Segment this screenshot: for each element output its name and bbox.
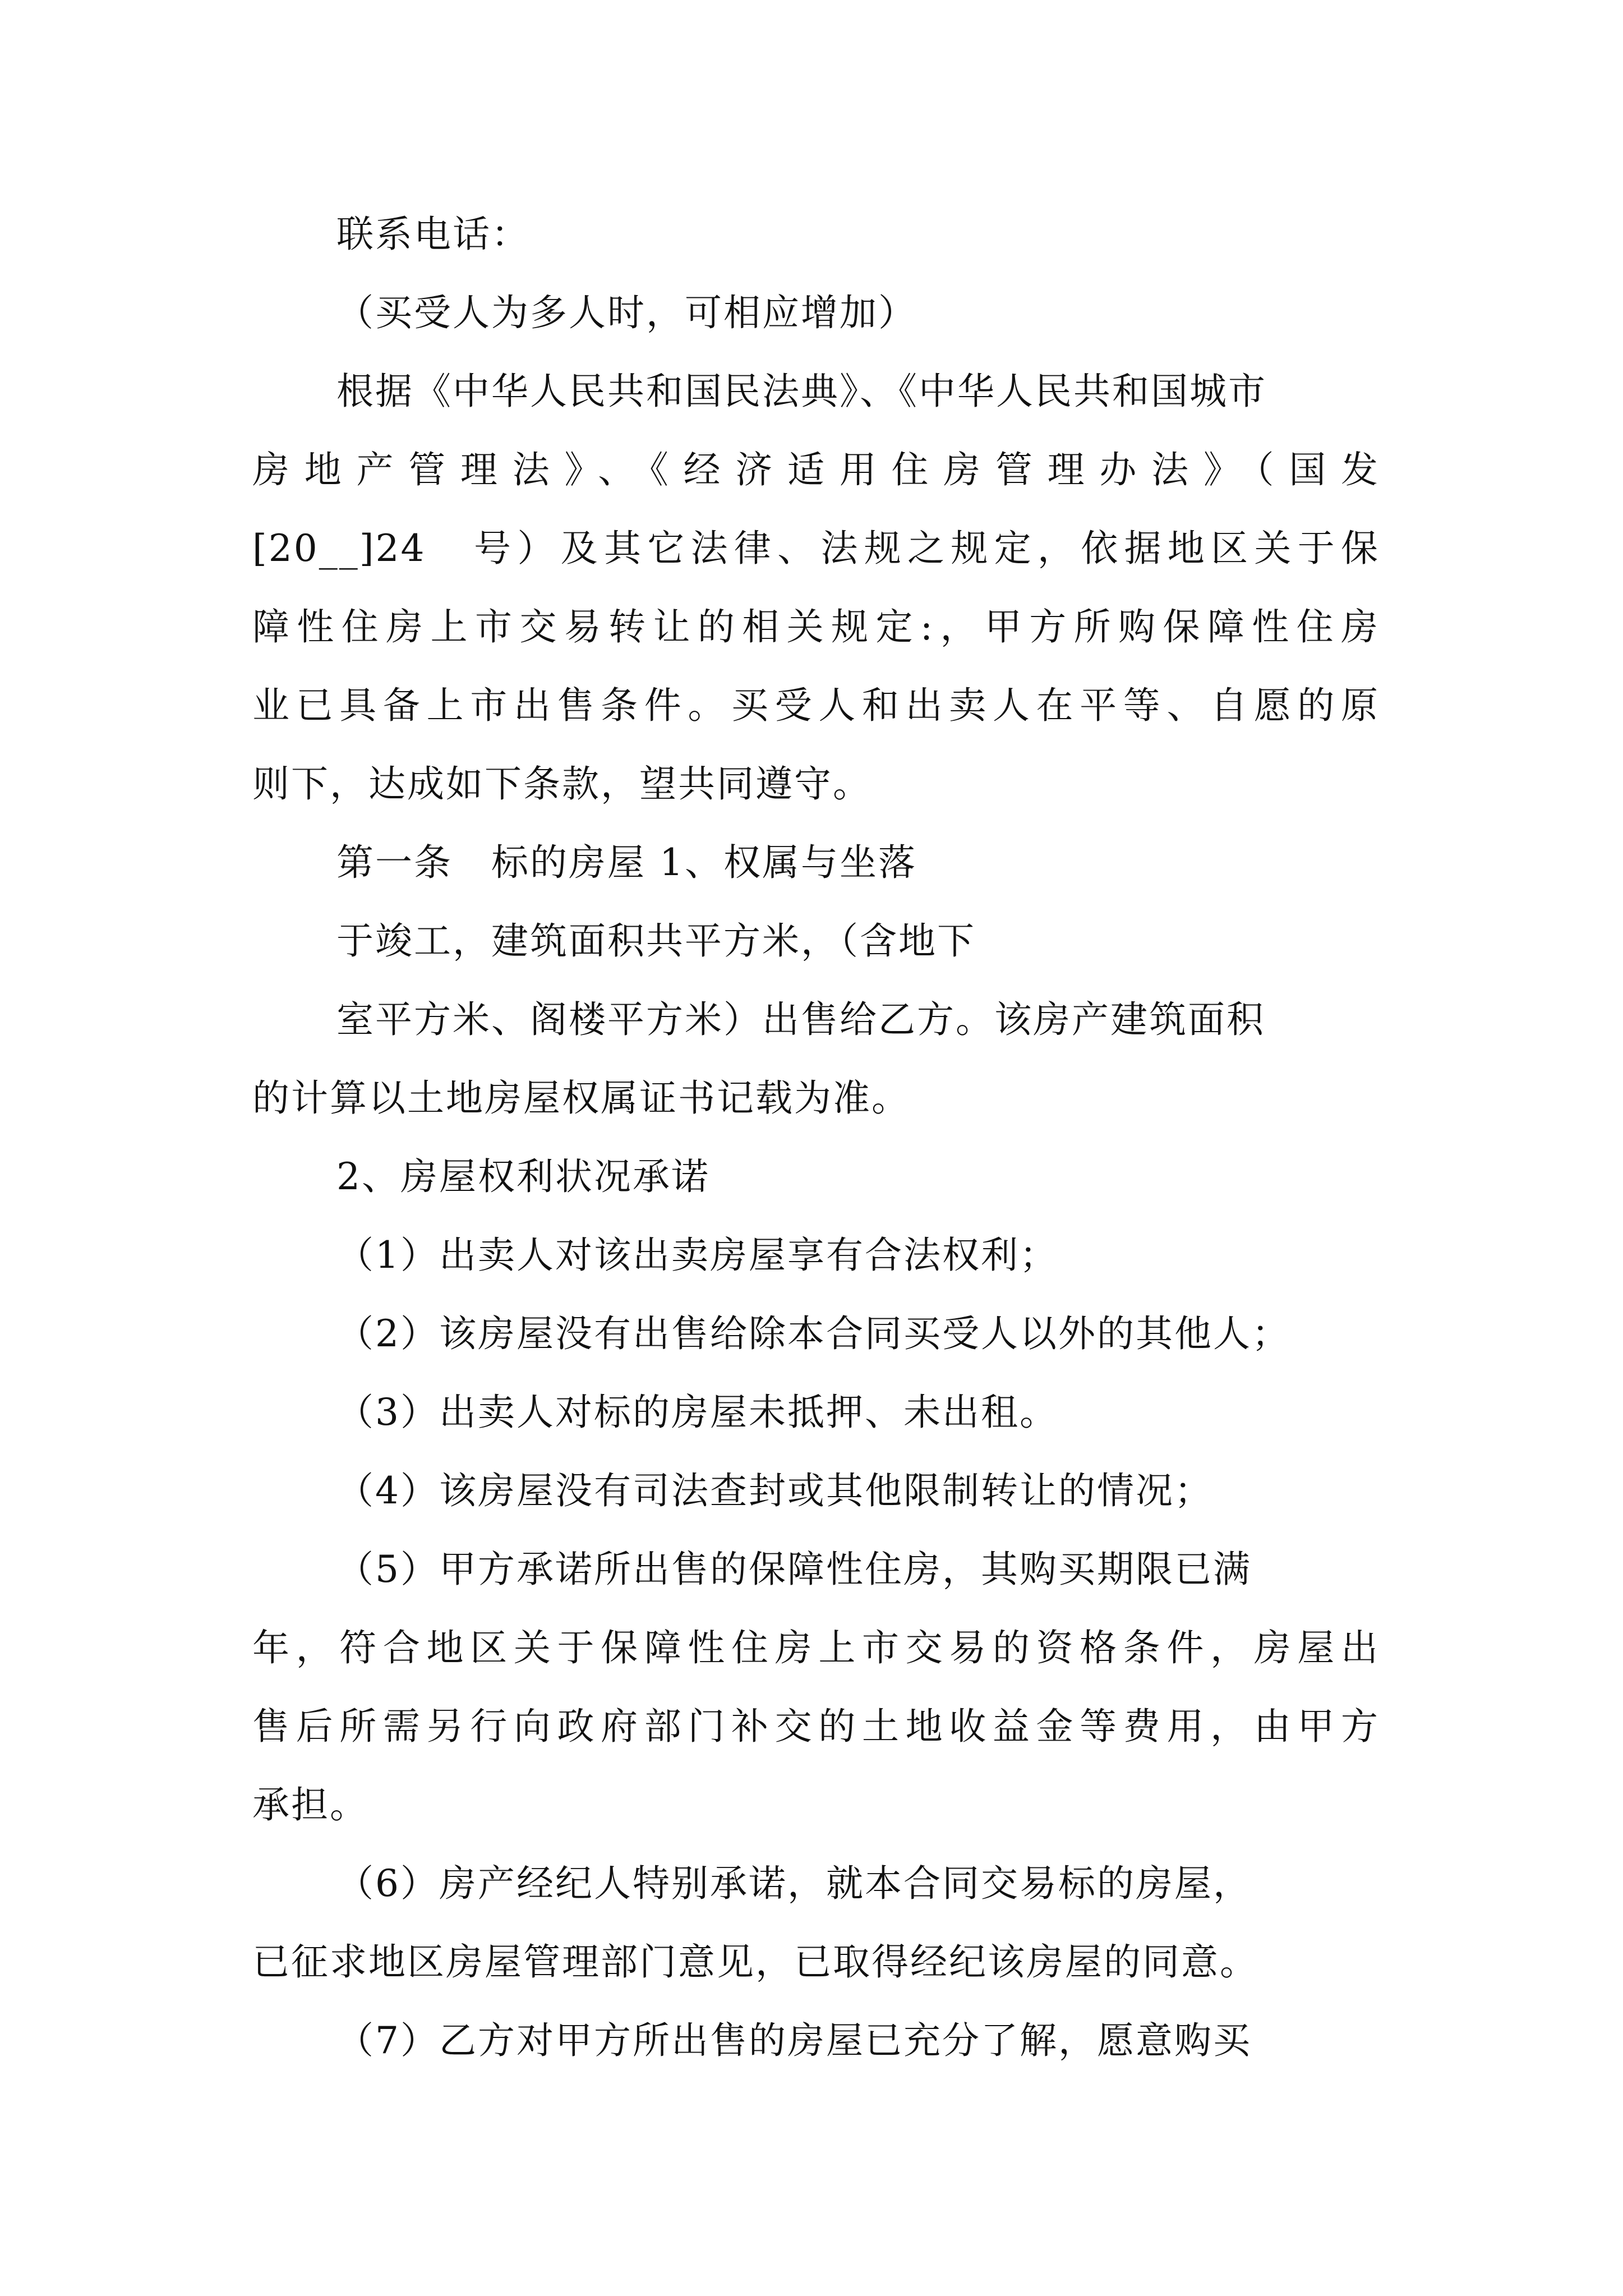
paragraph-line: 则下，达成如下条款，望共同遵守。 — [252, 762, 872, 806]
paragraph-line: 障性住房上市交易转让的相关规定:，甲方所购保障性住房 — [252, 605, 1380, 648]
paragraph-line: [20__]24 号）及其它法律、法规之规定，依据地区关于保 — [252, 527, 1380, 570]
article-one-heading: 第一条 标的房屋 1、权属与坐落 — [336, 841, 917, 884]
list-item: （4）该房屋没有司法查封或其他限制转让的情况； — [336, 1469, 1213, 1512]
paragraph-line: 承担。 — [252, 1783, 368, 1826]
paragraph-line: 业已具备上市出售条件。买受人和出卖人在平等、自愿的原 — [252, 684, 1380, 727]
list-item: （6）房产经纪人特别承诺，就本合同交易标的房屋， — [336, 1862, 1252, 1905]
buyer-note: （买受人为多人时，可相应增加） — [336, 291, 917, 334]
list-item: （3）出卖人对标的房屋未抵押、未出租。 — [336, 1391, 1058, 1434]
paragraph-line: 的计算以土地房屋权属证书记载为准。 — [252, 1076, 910, 1120]
list-item: （7）乙方对甲方所出售的房屋已充分了解，愿意购买 — [336, 2019, 1252, 2062]
paragraph-line: 于竣工，建筑面积共平方米，（含地下 — [336, 919, 976, 963]
paragraph-line: 年，符合地区关于保障性住房上市交易的资格条件，房屋出 — [252, 1626, 1380, 1669]
contact-phone-label: 联系电话： — [336, 213, 530, 256]
paragraph-line: 已征求地区房屋管理部门意见，已取得经纪该房屋的同意。 — [252, 1940, 1258, 1984]
list-item: （2）该房屋没有出售给除本合同买受人以外的其他人； — [336, 1312, 1290, 1355]
list-item: （1）出卖人对该出卖房屋享有合法权利； — [336, 1234, 1058, 1277]
paragraph-line: 售后所需另行向政府部门补交的土地收益金等费用，由甲方 — [252, 1705, 1380, 1748]
list-item: （5）甲方承诺所出售的保障性住房，其购买期限已满 — [336, 1548, 1252, 1591]
paragraph-line: 室平方米、阁楼平方米）出售给乙方。该房产建筑面积 — [336, 998, 1265, 1041]
paragraph-line: 房地产管理法》、《经济适用住房管理办法》（国发 — [252, 448, 1380, 491]
section-heading: 2、房屋权利状况承诺 — [336, 1155, 710, 1198]
paragraph-line: 根据《中华人民共和国民法典》、《中华人民共和国城市 — [336, 370, 1267, 413]
